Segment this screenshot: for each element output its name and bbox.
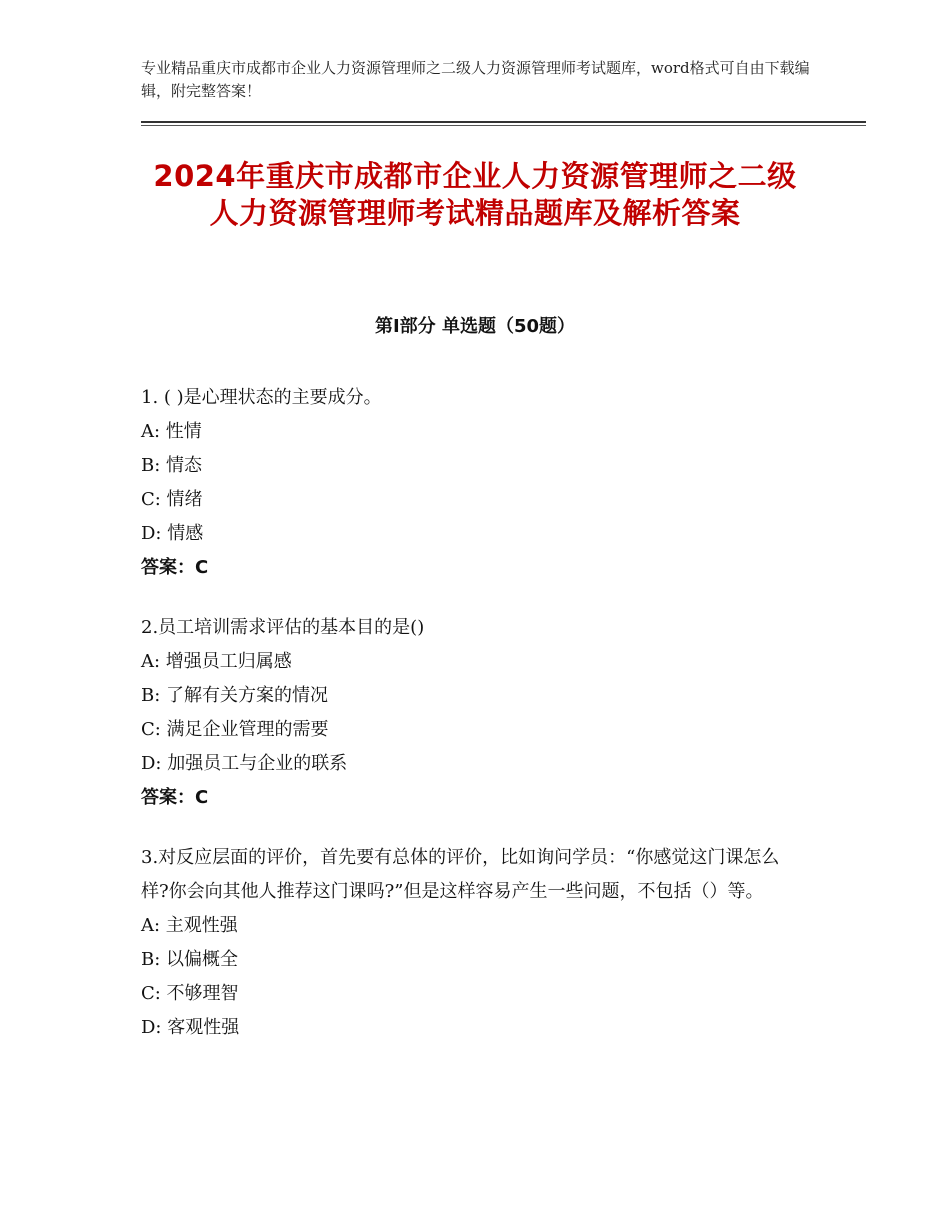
option-b: B: 情态: [141, 455, 203, 476]
document-title: 2024年重庆市成都市企业人力资源管理师之二级人力资源管理师考试精品题库及解析答案: [153, 159, 797, 230]
option-d: D: 客观性强: [141, 1017, 240, 1038]
option-a: A: 主观性强: [141, 915, 238, 936]
option-c: C: 满足企业管理的需要: [141, 719, 329, 740]
option-b: B: 以偏概全: [141, 949, 239, 970]
header-note: 专业精品重庆市成都市企业人力资源管理师之二级人力资源管理师考试题库，word格式可自由下载编辑，附完整答案！: [141, 59, 810, 100]
question-item: [141, 611, 801, 815]
question-item: [141, 841, 801, 1045]
option-c: C: 不够理智: [141, 983, 239, 1004]
question-text: 2.员工培训需求评估的基本目的是(): [141, 617, 425, 638]
option-d: D: 加强员工与企业的联系: [141, 753, 348, 774]
option-a: A: 性情: [141, 421, 202, 442]
question-item: [141, 381, 801, 585]
option-c: C: 情绪: [141, 489, 203, 510]
option-a: A: 增强员工归属感: [141, 651, 292, 672]
question-list: [141, 381, 801, 1071]
question-text: 1. ( )是心理状态的主要成分。: [141, 387, 382, 408]
section-heading: 第Ⅰ部分 单选题（50题）: [374, 316, 575, 337]
answer: 答案：C: [141, 557, 209, 578]
option-b: B: 了解有关方案的情况: [141, 685, 329, 706]
option-d: D: 情感: [141, 523, 204, 544]
header-rule-thick: [141, 121, 866, 123]
header-rule-thin: [141, 125, 866, 126]
answer: 答案：C: [141, 787, 209, 808]
question-text: 3.对反应层面的评价，首先要有总体的评价，比如询问学员：“你感觉这门课怎么样?你会向其他人推荐这门课吗?”但是这样容易产生一些问题，不包括（）等。: [141, 847, 780, 902]
